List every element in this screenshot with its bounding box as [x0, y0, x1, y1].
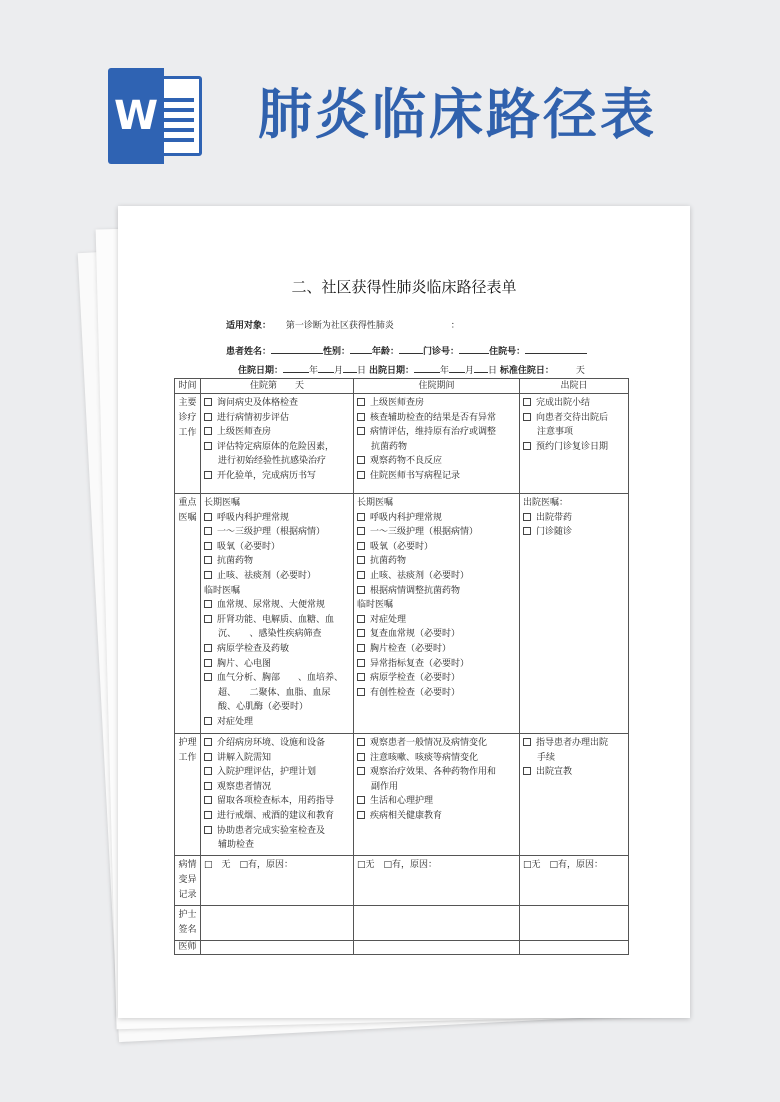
- list-item: [204, 425, 350, 440]
- list-item: [357, 613, 516, 628]
- list-item: [204, 809, 350, 824]
- list-item: [357, 454, 516, 469]
- checkbox-icon: [357, 673, 365, 681]
- list-item-text: 疾病相关健康教育: [370, 810, 443, 821]
- list-item-text: 对症处理: [217, 716, 254, 727]
- list-item: [204, 671, 350, 686]
- header-hospital-stay: 住院期间: [354, 379, 520, 394]
- list-cell: [520, 394, 629, 494]
- checkbox-icon: [523, 398, 531, 406]
- list-item: [523, 440, 625, 455]
- checkbox-icon: [357, 471, 365, 479]
- checkbox-icon: [357, 644, 365, 652]
- list-item-text: 临时医嘱: [357, 600, 394, 611]
- variation-col1: □ 无 □有，原因：: [201, 856, 354, 906]
- list-item: [357, 525, 516, 540]
- word-icon-letter: W: [108, 68, 164, 164]
- list-item: [204, 411, 350, 426]
- list-item-text: 核查辅助检查的结果是否有异常: [370, 412, 497, 423]
- checkbox-icon: [357, 527, 365, 535]
- list-item-text: 血气分析、胸部 、血培养、: [217, 673, 344, 684]
- list-item-text: 吸氧（必要时）: [217, 541, 281, 552]
- checkbox-icon: [204, 782, 212, 790]
- checkbox-icon: [204, 571, 212, 579]
- list-item-text: 病情评估，维持原有治疗或调整: [370, 427, 497, 438]
- checkbox-icon: [357, 615, 365, 623]
- list-item-text: 评估特定病原体的危险因素，: [217, 441, 335, 452]
- list-item: [204, 584, 350, 599]
- checkbox-icon: [357, 456, 365, 464]
- list-item: [357, 765, 516, 780]
- list-item-text: 止咳、祛痰剂（必要时）: [370, 570, 470, 581]
- table-row-nurse-signature: [175, 906, 629, 941]
- list-item-text: 指导患者办理出院: [536, 738, 609, 748]
- table-row-main-work: [175, 394, 629, 494]
- list-item-text: 门诊随诊: [536, 527, 573, 538]
- checkbox-icon: [523, 527, 531, 535]
- list-item: [357, 540, 516, 555]
- variation-col3: □无 □有，原因：: [520, 856, 629, 906]
- checkbox-icon: [357, 688, 365, 696]
- checkbox-icon: [523, 442, 531, 450]
- list-item-text: 有创性检查（必要时）: [370, 687, 461, 698]
- list-item-text: 超、 二聚体、血脂、血尿: [218, 687, 331, 698]
- list-item: [523, 751, 625, 766]
- checkbox-icon: [357, 413, 365, 421]
- clinical-pathway-table: [174, 378, 629, 955]
- list-item-text: 上级医师查房: [217, 427, 272, 438]
- list-item-text: 住院医师书写病程记录: [370, 470, 461, 481]
- list-item-text: 注意咳嗽、咳痰等病情变化: [370, 752, 479, 763]
- list-item: [204, 642, 350, 657]
- list-item-text: 沉、 、感染性疾病筛查: [218, 629, 322, 640]
- signature-cell: [520, 941, 629, 955]
- list-item: [357, 425, 516, 440]
- list-item-text: 止咳、祛痰剂（必要时）: [217, 570, 317, 581]
- checkbox-icon: [357, 513, 365, 521]
- list-item-text: 进行初始经验性抗感染治疗: [218, 456, 327, 467]
- checkbox-icon: [357, 767, 365, 775]
- list-item-text: 异常指标复查（必要时）: [370, 658, 470, 669]
- checkbox-icon: [204, 600, 212, 608]
- list-item: [204, 824, 350, 839]
- list-item-text: 辅助检查: [218, 840, 255, 851]
- checkbox-icon: [204, 442, 212, 450]
- checkbox-icon: [523, 738, 531, 746]
- list-item-text: 预约门诊复诊日期: [536, 441, 609, 452]
- signature-cell: [354, 941, 520, 955]
- list-cell: [520, 494, 629, 734]
- list-item-text: 临时医嘱: [204, 585, 241, 596]
- patient-info-line: 患者姓名： 性别： 年龄： 门诊号： 住院号：: [226, 344, 587, 357]
- list-item: [523, 736, 625, 751]
- list-item-text: 手续: [537, 752, 556, 763]
- list-cell: [354, 734, 520, 856]
- row-label: 重点医嘱: [175, 494, 201, 734]
- list-item-text: 长期医嘱: [357, 498, 394, 508]
- checkbox-icon: [204, 753, 212, 761]
- list-item: [357, 671, 516, 686]
- row-label: 病情变异记录: [175, 856, 201, 906]
- list-item: [204, 569, 350, 584]
- list-item-text: 一～三级护理（根据病情）: [370, 527, 479, 538]
- checkbox-icon: [204, 413, 212, 421]
- header-discharge-day: 出院日: [520, 379, 629, 394]
- list-item-text: 胸片、心电图: [217, 658, 272, 669]
- list-item-text: 注意事项: [537, 427, 574, 438]
- list-item: [204, 469, 350, 484]
- list-item-text: 介绍病房环境、设施和设备: [217, 738, 326, 748]
- list-item: [523, 396, 625, 411]
- list-item: [204, 598, 350, 613]
- list-item-text: 上级医师查房: [370, 398, 425, 408]
- list-cell: [354, 394, 520, 494]
- list-item-text: 协助患者完成实验室检查及: [217, 825, 326, 836]
- list-item: [204, 440, 350, 455]
- checkbox-icon: [204, 796, 212, 804]
- checkbox-icon: [357, 571, 365, 579]
- list-item: [523, 496, 625, 511]
- document-page: [118, 206, 690, 1018]
- list-item-text: 完成出院小结: [536, 398, 591, 408]
- list-item: [204, 751, 350, 766]
- header-time: 时间: [175, 379, 201, 394]
- list-item: [357, 642, 516, 657]
- row-label: 主要诊疗工作: [175, 394, 201, 494]
- list-item-text: 酸、心肌酶（必要时）: [218, 702, 309, 713]
- list-item: [204, 780, 350, 795]
- checkbox-icon: [357, 629, 365, 637]
- list-item-text: 一～三级护理（根据病情）: [217, 527, 326, 538]
- checkbox-icon: [357, 659, 365, 667]
- list-item: [523, 411, 625, 426]
- checkbox-icon: [204, 644, 212, 652]
- list-item-text: 出院带药: [536, 512, 573, 523]
- list-item: [523, 425, 625, 440]
- list-item-text: 出院医嘱：: [523, 498, 569, 508]
- row-label: 医师: [175, 941, 201, 955]
- table-row-key-orders: [175, 494, 629, 734]
- variation-col2: □无 □有，原因：: [354, 856, 520, 906]
- list-item: [357, 751, 516, 766]
- dates-line: 住院日期： 年 月 日 出院日期： 年 月 日 标准住院日： 天: [238, 366, 585, 376]
- checkbox-icon: [357, 556, 365, 564]
- list-item-text: 进行戒烟、戒酒的建议和教育: [217, 810, 335, 821]
- row-label: 护士签名: [175, 906, 201, 941]
- list-item-text: 讲解入院需知: [217, 752, 272, 763]
- checkbox-icon: [204, 471, 212, 479]
- list-item-text: 观察药物不良反应: [370, 456, 443, 467]
- list-item: [357, 598, 516, 613]
- table-header-row: [175, 379, 629, 394]
- list-item: [204, 794, 350, 809]
- document-title: 肺炎临床路径表: [258, 83, 657, 146]
- list-item: [204, 540, 350, 555]
- checkbox-icon: [357, 796, 365, 804]
- list-item: [204, 736, 350, 751]
- list-item: [357, 554, 516, 569]
- signature-cell: [201, 941, 354, 955]
- list-item: [357, 469, 516, 484]
- list-item: [357, 657, 516, 672]
- list-item-text: 出院宣教: [536, 767, 573, 778]
- list-item-text: 血常规、尿常规、大便常规: [217, 600, 326, 611]
- list-item-text: 胸片检查（必要时）: [370, 643, 452, 654]
- list-cell: [520, 734, 629, 856]
- checkbox-icon: [523, 413, 531, 421]
- list-item-text: 长期医嘱: [204, 498, 241, 508]
- list-item: [357, 411, 516, 426]
- list-item: [204, 554, 350, 569]
- list-item-text: 留取各项检查标本，用药指导: [217, 796, 335, 807]
- signature-cell: [201, 906, 354, 941]
- list-item: [357, 511, 516, 526]
- list-item: [357, 736, 516, 751]
- list-item-text: 观察患者情况: [217, 781, 272, 792]
- signature-cell: [520, 906, 629, 941]
- list-item-text: 肝肾功能、电解质、血糖、血: [217, 614, 335, 625]
- checkbox-icon: [523, 513, 531, 521]
- checkbox-icon: [204, 738, 212, 746]
- checkbox-icon: [204, 542, 212, 550]
- checkbox-icon: [357, 586, 365, 594]
- signature-cell: [354, 906, 520, 941]
- list-item: [357, 627, 516, 642]
- checkbox-icon: [357, 811, 365, 819]
- list-item-text: 复查血常规（必要时）: [370, 629, 461, 640]
- row-label: 护理工作: [175, 734, 201, 856]
- list-item: [523, 511, 625, 526]
- list-item-text: 抗菌药物: [370, 556, 407, 567]
- list-item-text: 副作用: [371, 781, 399, 792]
- list-item: [204, 613, 350, 628]
- list-item: [357, 569, 516, 584]
- list-item: [357, 809, 516, 824]
- list-item-text: 观察治疗效果、各种药物作用和: [370, 767, 497, 778]
- checkbox-icon: [204, 717, 212, 725]
- list-item: [357, 686, 516, 701]
- list-item: [357, 584, 516, 599]
- list-item: [357, 780, 516, 795]
- list-item-text: 开化验单，完成病历书写: [217, 470, 317, 481]
- list-item: [204, 765, 350, 780]
- list-item: [204, 511, 350, 526]
- form-title: 二、社区获得性肺炎临床路径表单: [291, 278, 517, 296]
- checkbox-icon: [357, 398, 365, 406]
- checkbox-icon: [204, 427, 212, 435]
- list-item: [204, 525, 350, 540]
- checkbox-icon: [204, 527, 212, 535]
- list-item: [357, 496, 516, 511]
- word-app-icon: [108, 68, 208, 164]
- list-item: [523, 525, 625, 540]
- list-item-text: 呼吸内科护理常规: [370, 512, 443, 523]
- applicable-line: 适用对象： 第一诊断为社区获得性肺炎 ：: [226, 321, 460, 331]
- checkbox-icon: [204, 826, 212, 834]
- checkbox-icon: [204, 811, 212, 819]
- list-item: [357, 440, 516, 455]
- checkbox-icon: [204, 673, 212, 681]
- checkbox-icon: [523, 767, 531, 775]
- checkbox-icon: [357, 542, 365, 550]
- table-row-variation: [175, 856, 629, 906]
- list-item: [204, 496, 350, 511]
- list-item: [204, 657, 350, 672]
- checkbox-icon: [357, 738, 365, 746]
- header-admission-day: 住院第 天: [201, 379, 354, 394]
- list-item-text: 对症处理: [370, 614, 407, 625]
- list-item: [357, 794, 516, 809]
- list-item: [204, 396, 350, 411]
- list-item: [204, 627, 350, 642]
- list-item-text: 观察患者一般情况及病情变化: [370, 738, 488, 748]
- list-cell: [201, 394, 354, 494]
- list-item: [204, 838, 350, 853]
- list-item-text: 根据病情调整抗菌药物: [370, 585, 461, 596]
- table-row-doctor-signature: [175, 941, 629, 955]
- list-item: [204, 454, 350, 469]
- checkbox-icon: [204, 659, 212, 667]
- list-item-text: 生活和心理护理: [370, 796, 434, 807]
- list-item-text: 进行病情初步评估: [217, 412, 290, 423]
- checkbox-icon: [357, 427, 365, 435]
- checkbox-icon: [204, 615, 212, 623]
- checkbox-icon: [357, 753, 365, 761]
- list-item: [204, 715, 350, 730]
- list-item: [204, 686, 350, 701]
- list-item-text: 入院护理评估，护理计划: [217, 767, 317, 778]
- list-cell: [354, 494, 520, 734]
- table-row-nursing: [175, 734, 629, 856]
- list-item: [204, 700, 350, 715]
- list-item-text: 抗菌药物: [217, 556, 254, 567]
- list-cell: [201, 494, 354, 734]
- list-item-text: 病原学检查（必要时）: [370, 673, 461, 684]
- checkbox-icon: [204, 767, 212, 775]
- list-item-text: 呼吸内科护理常规: [217, 512, 290, 523]
- list-cell: [201, 734, 354, 856]
- checkbox-icon: [204, 398, 212, 406]
- list-item: [357, 396, 516, 411]
- list-item-text: 吸氧（必要时）: [370, 541, 434, 552]
- list-item-text: 病原学检查及药敏: [217, 643, 290, 654]
- checkbox-icon: [204, 556, 212, 564]
- list-item: [523, 765, 625, 780]
- list-item-text: 询问病史及体格检查: [217, 398, 299, 408]
- checkbox-icon: [204, 513, 212, 521]
- list-item-text: 向患者交待出院后: [536, 412, 609, 423]
- list-item-text: 抗菌药物: [371, 441, 408, 452]
